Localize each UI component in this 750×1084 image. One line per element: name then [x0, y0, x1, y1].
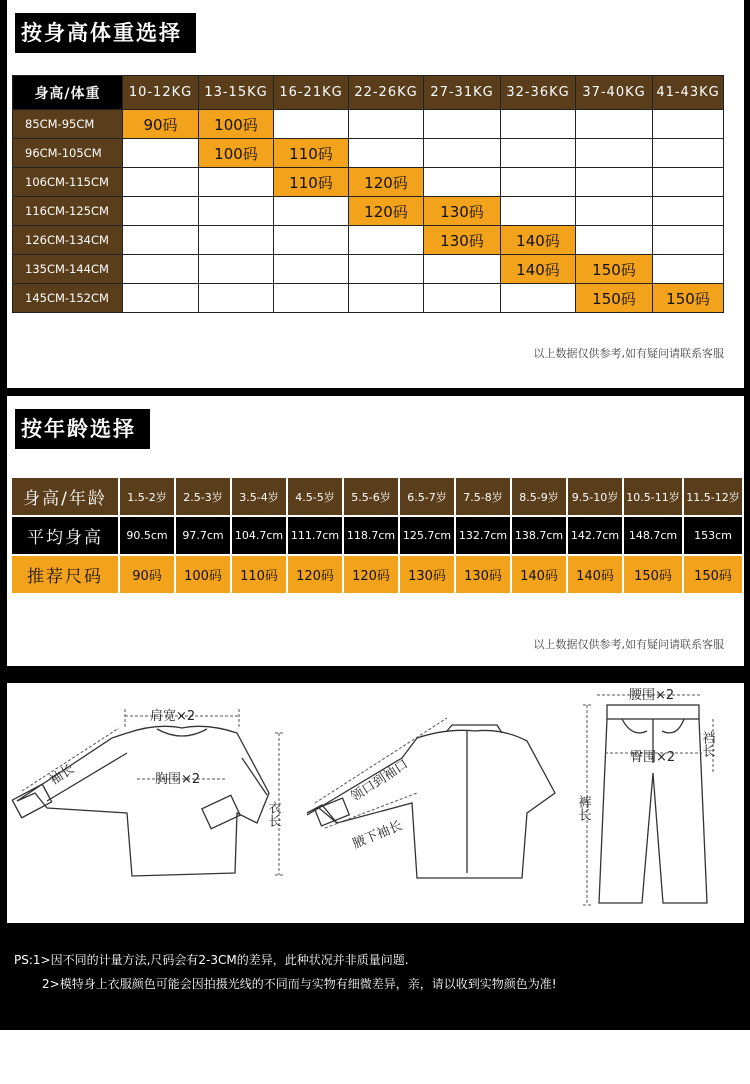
size-cell	[653, 255, 724, 284]
avg-height-cell: 97.7cm	[176, 517, 230, 554]
pants-length-label: 裤长	[575, 795, 591, 821]
height-range: 96CM-105CM	[13, 139, 123, 168]
size-cell	[274, 197, 349, 226]
size-cell	[576, 197, 653, 226]
weight-header: 27-31KG	[424, 76, 501, 110]
chest-label: 胸围×2	[155, 772, 201, 787]
rec-row-label: 推荐尺码	[12, 556, 118, 593]
age-cell: 9.5-10岁	[568, 478, 622, 515]
size-cell	[653, 197, 724, 226]
size-cell	[653, 139, 724, 168]
avg-height-cell: 153cm	[684, 517, 742, 554]
size-cell	[349, 139, 424, 168]
size-cell: 100码	[199, 139, 274, 168]
age-row-label: 身高/年龄	[12, 478, 118, 515]
size-row	[13, 197, 724, 226]
size-cell	[424, 110, 501, 139]
size-cell: 140码	[501, 255, 576, 284]
age-row	[12, 478, 742, 515]
measurement-diagram	[7, 683, 744, 923]
size-cell	[349, 284, 424, 313]
section2-title: 按年龄选择	[15, 409, 150, 449]
pants-drawing	[599, 705, 707, 903]
size-cell	[123, 284, 199, 313]
size-cell	[424, 255, 501, 284]
height-range: 135CM-144CM	[13, 255, 123, 284]
size-cell	[576, 110, 653, 139]
rec-size-cell: 120码	[288, 556, 342, 593]
rec-size-cell: 120码	[344, 556, 398, 593]
avg-height-cell: 90.5cm	[120, 517, 174, 554]
corner-header: 身高/体重	[13, 76, 123, 110]
underarm-sleeve-label: 腋下袖长	[350, 818, 405, 852]
age-cell: 5.5-6岁	[344, 478, 398, 515]
rec-size-cell: 140码	[512, 556, 566, 593]
size-cell	[123, 255, 199, 284]
rec-size-cell: 150码	[624, 556, 682, 593]
size-cell	[349, 226, 424, 255]
size-cell	[123, 197, 199, 226]
age-cell: 10.5-11岁	[624, 478, 682, 515]
size-cell	[199, 255, 274, 284]
height-range: 116CM-125CM	[13, 197, 123, 226]
height-weight-panel	[7, 0, 744, 388]
size-row	[13, 226, 724, 255]
avg-height-row	[12, 517, 742, 554]
size-cell	[501, 284, 576, 313]
age-cell: 11.5-12岁	[684, 478, 742, 515]
size-cell	[349, 255, 424, 284]
size-cell	[123, 139, 199, 168]
length-label: 衣长	[265, 801, 281, 827]
age-panel	[7, 396, 744, 666]
avg-height-cell: 148.7cm	[624, 517, 682, 554]
size-cell: 120码	[349, 168, 424, 197]
size-row	[13, 139, 724, 168]
rec-size-cell: 100码	[176, 556, 230, 593]
avg-height-cell: 118.7cm	[344, 517, 398, 554]
weight-header: 22-26KG	[349, 76, 424, 110]
size-cell	[653, 168, 724, 197]
ps-line-1: PS:1>因不同的计量方法,尺码会有2-3CM的差异，此种状况并非质量问题.	[14, 953, 409, 967]
size-cell	[576, 139, 653, 168]
rec-size-cell: 130码	[400, 556, 454, 593]
crotch-label: 裆长	[699, 731, 715, 757]
rec-size-cell: 90码	[120, 556, 174, 593]
size-row	[13, 168, 724, 197]
avg-height-cell: 104.7cm	[232, 517, 286, 554]
weight-header: 10-12KG	[123, 76, 199, 110]
avg-height-cell: 142.7cm	[568, 517, 622, 554]
age-cell: 2.5-3岁	[176, 478, 230, 515]
size-cell: 150码	[576, 255, 653, 284]
size-cell: 130码	[424, 226, 501, 255]
size-cell	[424, 168, 501, 197]
height-range: 106CM-115CM	[13, 168, 123, 197]
size-row	[13, 255, 724, 284]
size-cell	[123, 226, 199, 255]
age-cell: 1.5-2岁	[120, 478, 174, 515]
size-row	[13, 110, 724, 139]
size-cell	[501, 139, 576, 168]
rec-size-cell: 150码	[684, 556, 742, 593]
size-cell	[653, 110, 724, 139]
size-cell	[424, 284, 501, 313]
age-cell: 4.5-5岁	[288, 478, 342, 515]
shoulder-label: 肩宽×2	[150, 709, 196, 724]
size-row	[13, 284, 724, 313]
size-cell: 110码	[274, 139, 349, 168]
size-cell	[123, 168, 199, 197]
size-cell	[349, 110, 424, 139]
collar-cuff-label: 领口到袖口	[348, 756, 412, 805]
size-rows	[13, 110, 724, 313]
avg-height-cell: 125.7cm	[400, 517, 454, 554]
age-cell: 8.5-9岁	[512, 478, 566, 515]
waist-label: 腰围×2	[629, 688, 675, 703]
age-cell: 3.5-4岁	[232, 478, 286, 515]
ps-line-2: 2>模特身上衣服颜色可能会因拍摄光线的不同而与实物有细微差异，亲，请以收到实物颜色为准!	[42, 977, 557, 991]
section1-note: 以上数据仅供参考,如有疑问请联系客服	[533, 347, 724, 360]
size-cell	[501, 197, 576, 226]
avg-height-cell: 138.7cm	[512, 517, 566, 554]
size-cell: 130码	[424, 197, 501, 226]
rec-size-cell: 130码	[456, 556, 510, 593]
tshirt-drawing	[12, 726, 269, 876]
avg-height-cell: 111.7cm	[288, 517, 342, 554]
size-cell	[576, 168, 653, 197]
height-range: 85CM-95CM	[13, 110, 123, 139]
section2-note: 以上数据仅供参考,如有疑问请联系客服	[533, 638, 724, 651]
size-cell	[199, 226, 274, 255]
hip-label: 臀围×2	[630, 750, 676, 765]
sleeve-label: 袖长	[47, 761, 78, 789]
size-cell: 110码	[274, 168, 349, 197]
age-cell: 7.5-8岁	[456, 478, 510, 515]
avg-height-cell: 132.7cm	[456, 517, 510, 554]
height-weight-table	[12, 75, 724, 313]
size-cell	[274, 255, 349, 284]
size-cell	[653, 226, 724, 255]
jacket-drawing	[307, 725, 555, 878]
size-cell	[576, 226, 653, 255]
size-cell	[274, 226, 349, 255]
size-cell	[199, 168, 274, 197]
size-cell	[274, 284, 349, 313]
rec-size-cell: 110码	[232, 556, 286, 593]
recommended-size-row	[12, 556, 742, 593]
height-range: 126CM-134CM	[13, 226, 123, 255]
weight-header: 32-36KG	[501, 76, 576, 110]
weight-header: 16-21KG	[274, 76, 349, 110]
size-cell: 140码	[501, 226, 576, 255]
rec-size-cell: 140码	[568, 556, 622, 593]
weight-header: 37-40KG	[576, 76, 653, 110]
size-cell	[424, 139, 501, 168]
measurement-diagram-panel	[7, 683, 744, 923]
size-cell: 150码	[653, 284, 724, 313]
weight-header: 41-43KG	[653, 76, 724, 110]
size-cell: 90码	[123, 110, 199, 139]
size-cell	[501, 168, 576, 197]
weight-header: 13-15KG	[199, 76, 274, 110]
size-cell	[199, 197, 274, 226]
size-cell	[501, 110, 576, 139]
age-cell: 6.5-7岁	[400, 478, 454, 515]
size-cell: 150码	[576, 284, 653, 313]
height-range: 145CM-152CM	[13, 284, 123, 313]
weight-header-row	[13, 76, 724, 110]
size-cell	[199, 284, 274, 313]
size-cell	[274, 110, 349, 139]
size-cell: 100码	[199, 110, 274, 139]
age-table	[10, 476, 744, 595]
size-cell: 120码	[349, 197, 424, 226]
section1-title: 按身高体重选择	[15, 13, 196, 53]
avg-row-label: 平均身高	[12, 517, 118, 554]
